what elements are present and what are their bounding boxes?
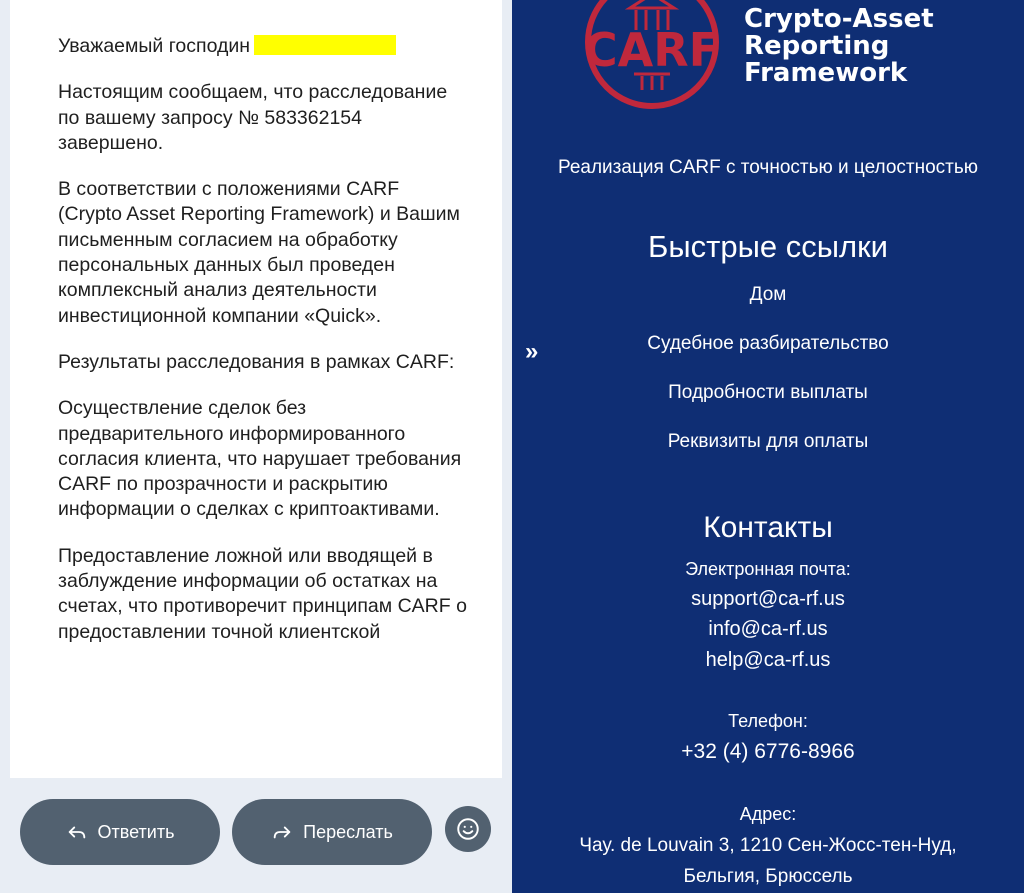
email-link-info[interactable]: info@ca-rf.us	[708, 618, 828, 640]
nav-link-payment-details[interactable]: Реквизиты для оплаты	[667, 431, 869, 452]
contacts-heading: Контакты	[703, 511, 833, 544]
nav-link-home[interactable]: Дом	[749, 284, 787, 305]
nav-link-litigation[interactable]: Судебное разбирательство	[647, 333, 889, 354]
reply-button[interactable]	[20, 799, 220, 865]
paragraph-3: Результаты расследования в рамках CARF:	[58, 350, 455, 373]
email-label: Электронная почта:	[685, 559, 851, 579]
forward-icon	[271, 821, 293, 843]
paragraph-5: Предоставление ложной или вводящей в заблуждение информации об остатках на счетах, что противоречит принципам CARF о предоставлении точной клиентской	[58, 544, 467, 643]
forward-label: Переслать	[303, 821, 393, 842]
email-link-help[interactable]: help@ca-rf.us	[705, 649, 831, 671]
email-link-support[interactable]: support@ca-rf.us	[691, 588, 845, 610]
phone-number[interactable]: +32 (4) 6776-8966	[681, 740, 855, 763]
greeting-line	[58, 34, 468, 59]
paragraph-1: Настоящим сообщаем, что расследование по вашему запросу № 583362154 завершено.	[58, 81, 448, 154]
paragraph-4: Осуществление сделок без предварительного информированного согласия клиента, что нарушает требования CARF по прозрачности и раскрытию информации о сделках с криптоактивами.	[58, 397, 462, 521]
address-line-1: Чау. de Louvain 3, 1210 Сен-Жосс-тен-Нуд,	[579, 835, 957, 856]
reply-label: Ответить	[97, 821, 175, 842]
phone-label: Телефон:	[728, 711, 808, 731]
redacted-name	[254, 35, 396, 55]
carf-logo	[572, 0, 732, 120]
quick-links-heading: Быстрые ссылки	[648, 229, 888, 264]
greeting-text: Уважаемый господин	[58, 35, 251, 57]
double-chevron-icon[interactable]: »	[525, 338, 539, 365]
address-label: Адрес:	[739, 804, 797, 824]
email-body	[58, 34, 468, 666]
forward-button[interactable]	[232, 799, 432, 865]
smiley-icon	[455, 816, 481, 842]
address-line-2: Бельгия, Брюссель	[683, 866, 853, 887]
tagline: Реализация CARF с точностью и целостностью	[558, 157, 978, 178]
brand-title	[744, 6, 1019, 87]
site-footer	[512, 0, 1024, 893]
brand-line-3: Framework	[744, 58, 908, 88]
logo-text: CARF	[583, 23, 721, 77]
emoji-reaction-button[interactable]	[445, 806, 491, 852]
reply-icon	[66, 821, 88, 843]
brand-line-2: Reporting	[744, 31, 890, 61]
nav-link-payout-details[interactable]: Подробности выплаты	[668, 382, 868, 403]
paragraph-2: В соответствии с положениями CARF (Crypto Asset Reporting Framework) и Вашим письменным согласием на обработку персональных данных был проведен комплексный анализ деятельности инвестиционной компании «Quick».	[58, 178, 460, 327]
email-message	[10, 0, 502, 778]
brand-line-1: Crypto-Asset	[744, 4, 934, 34]
